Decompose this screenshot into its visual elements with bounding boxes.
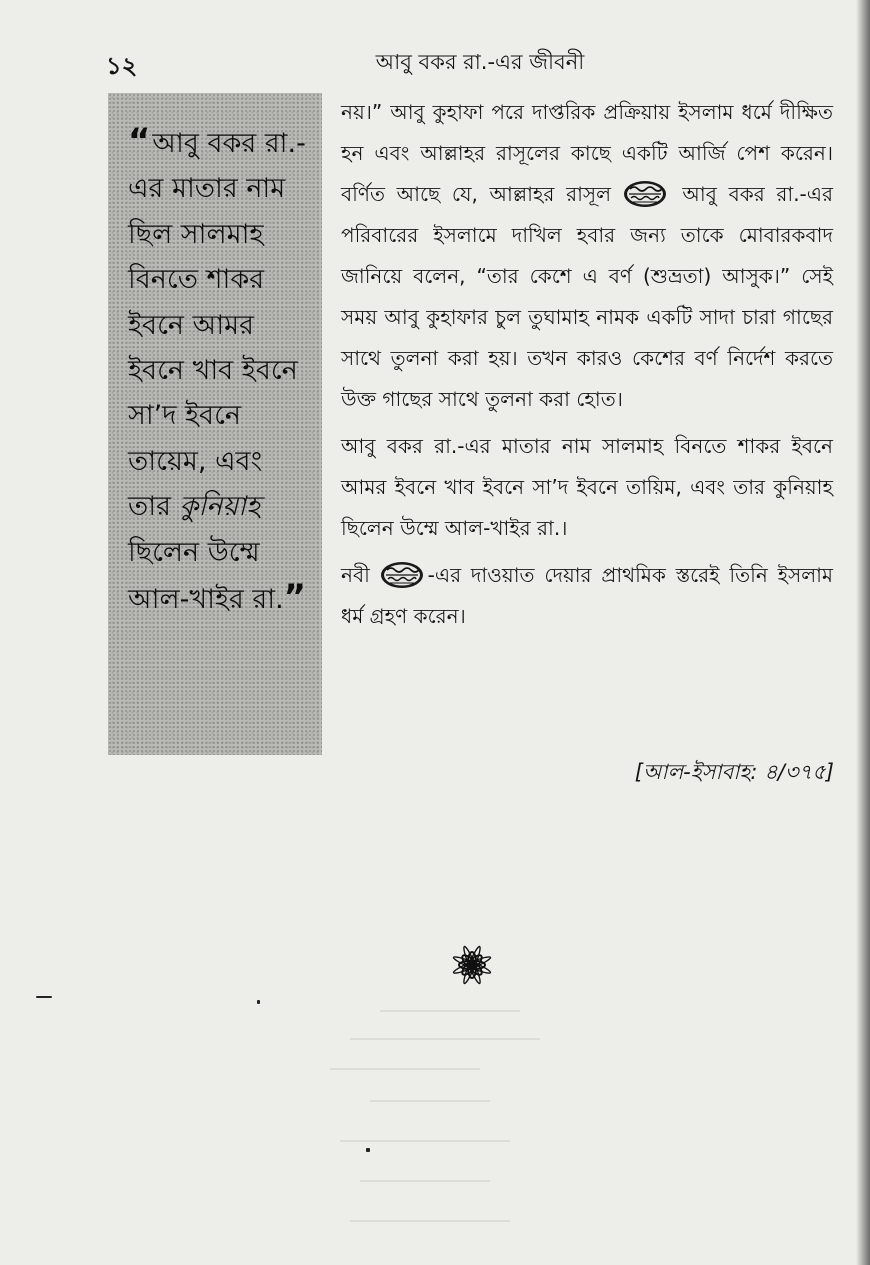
pullquote-box <box>108 93 322 755</box>
page-number: ১২ <box>106 52 138 80</box>
show-through-bleed <box>290 990 590 1250</box>
pullquote-main: আবু বকর রা.-এর মাতার নাম ছিল সালমাহ বিনতে শাকর ইবনে আমর ইবনে খাব ইবনে সা’দ ইবনে তায়েম, এবং তার <box>128 128 306 523</box>
paragraph-3-part-1: নবী <box>341 563 370 587</box>
honorific-calligraphy-icon <box>380 561 424 589</box>
page-edge-shadow <box>856 0 870 1265</box>
pullquote-close-mark: ” <box>283 577 309 618</box>
citation: [আল-ইসাবাহ: ৪/৩৭৫] <box>634 760 834 784</box>
pullquote-text <box>128 119 312 622</box>
paragraph-1 <box>341 92 833 420</box>
pullquote-open-mark: “ <box>128 121 153 161</box>
print-speck <box>257 1000 260 1004</box>
honorific-calligraphy-icon <box>623 180 667 208</box>
paragraph-1-part-1: নয়।” আবু কুহাফা পরে দাপ্তরিক প্রক্রিয়ায় ইসলাম ধর্মে দীক্ষিত হন এবং আল্লাহর রাসূলের কাছে একটি আর্জি পেশ করেন। বর্ণিত আছে যে, আল্লাহর রাসূল <box>341 100 833 206</box>
paragraph-3-part-2: -এর দাওয়াত দেয়ার প্রাথমিক স্তরেই তিনি ইসলাম ধর্ম গ্রহণ করেন। <box>341 563 834 628</box>
body-text <box>341 92 833 637</box>
pullquote-end: ছিলেন উম্মে আল-খাইর রা. <box>128 536 284 616</box>
pullquote-italic-term: কুনিয়াহ <box>179 491 261 523</box>
paragraph-1-part-2: আবু বকর রা.-এর পরিবারের ইসলামে দাখিল হবার জন্য তাকে মোবারকবাদ জানিয়ে বলেন, “তার কেশে এ বর্ণ (শুভ্রতা) আসুক।” সেই সময় আবু কুহাফার চুল তুঘামাহ নামক একটি সাদা চারা গাছের সাথে তুলনা করা হয়। তখন কারও কেশের বর্ণ নির্দেশ করতে উক্ত গাছের সাথে তুলনা করা হোত। <box>341 182 833 411</box>
print-speck <box>36 996 52 998</box>
running-header: আবু বকর রা.-এর জীবনী <box>375 50 585 74</box>
flower-ornament-icon <box>450 943 494 987</box>
paragraph-3 <box>341 555 833 637</box>
print-speck <box>366 1148 370 1152</box>
paragraph-2: আবু বকর রা.-এর মাতার নাম সালমাহ বিনতে শাকর ইবনে আমর ইবনে খাব ইবনে সা’দ ইবনে তায়িম, এবং তার কুনিয়াহ ছিলেন উম্মে আল-খাইর রা.। <box>341 434 833 540</box>
